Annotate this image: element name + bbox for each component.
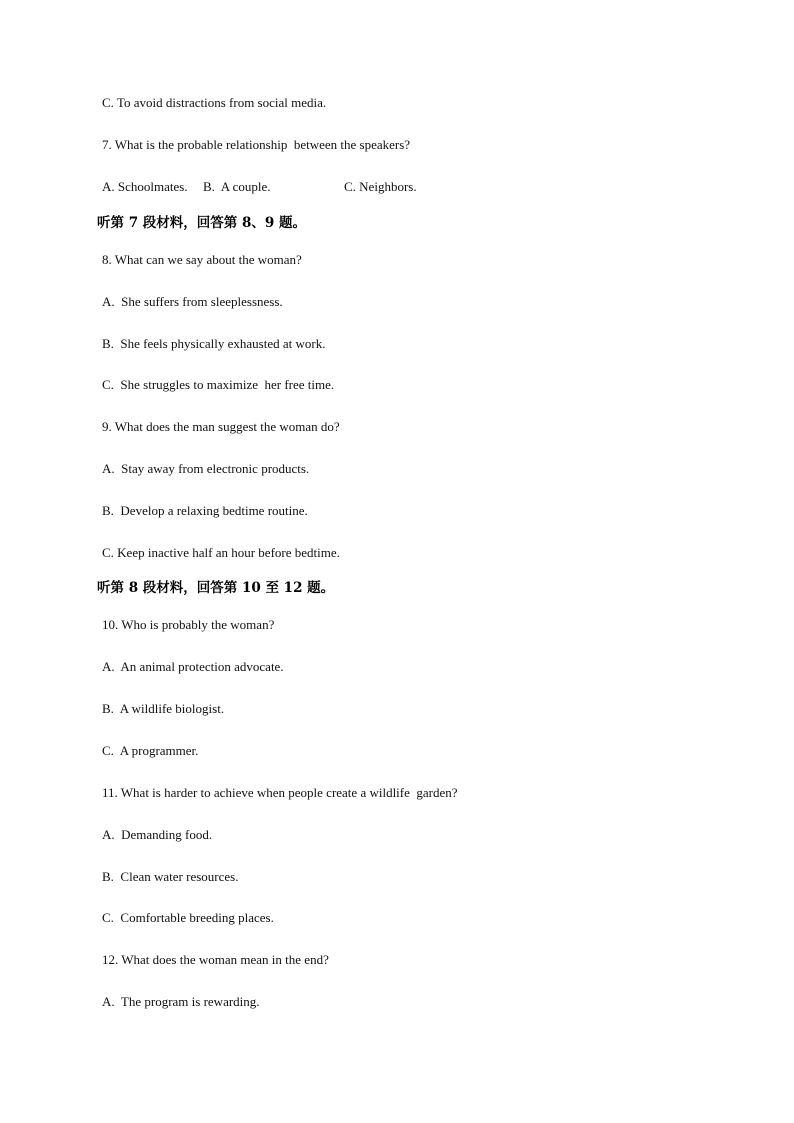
q8-option-a: A. She suffers from sleeplessness. xyxy=(102,294,283,309)
q9-option-a: A. Stay away from electronic products. xyxy=(102,461,310,476)
q11-option-a: A. Demanding food. xyxy=(102,827,213,842)
section-7-heading: 听第 7 段材料，回答第 8、9 题。 xyxy=(97,215,306,231)
q6-option-c: C. To avoid distractions from social media. xyxy=(102,95,327,110)
q8-option-b: B. She feels physically exhausted at work. xyxy=(102,336,326,351)
q10-option-a: A. An animal protection advocate. xyxy=(102,659,284,674)
q9-option-c: C. Keep inactive half an hour before bedtime. xyxy=(102,545,340,560)
q10-question: 10. Who is probably the woman? xyxy=(102,617,275,632)
q10-option-b: B. A wildlife biologist. xyxy=(102,701,225,716)
q11-option-b: B. Clean water resources. xyxy=(102,869,239,884)
q11-option-c: C. Comfortable breeding places. xyxy=(102,910,274,925)
section-8-heading: 听第 8 段材料，回答第 10 至 12 题。 xyxy=(97,580,335,596)
q7-question: 7. What is the probable relationship between the speakers? xyxy=(102,137,411,152)
q7-option-c: C. Neighbors. xyxy=(344,179,417,194)
q10-option-c: C. A programmer. xyxy=(102,743,199,758)
q7-option-a: A. Schoolmates. xyxy=(102,179,188,194)
q12-question: 12. What does the woman mean in the end? xyxy=(102,952,329,967)
q11-question: 11. What is harder to achieve when people create a wildlife garden? xyxy=(102,785,458,800)
q12-option-a: A. The program is rewarding. xyxy=(102,994,260,1009)
q9-question: 9. What does the man suggest the woman do? xyxy=(102,419,340,434)
q9-option-b: B. Develop a relaxing bedtime routine. xyxy=(102,503,308,518)
q7-option-b: B. A couple. xyxy=(203,179,271,194)
q8-question: 8. What can we say about the woman? xyxy=(102,252,302,267)
q8-option-c: C. She struggles to maximize her free time. xyxy=(102,377,335,392)
